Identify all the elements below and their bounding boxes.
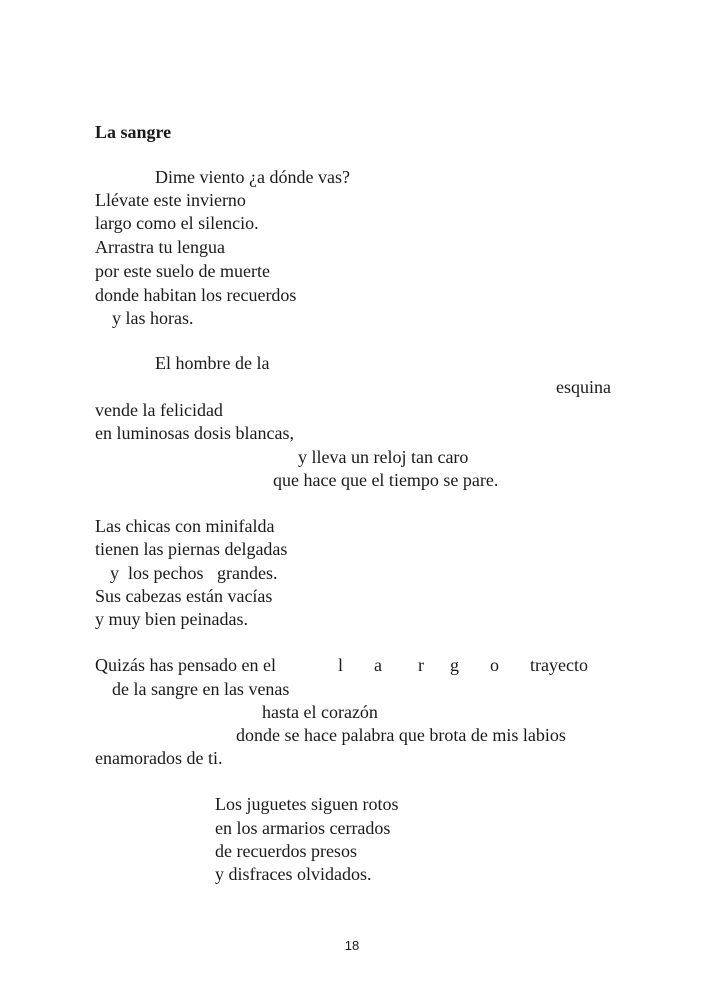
poem-line: y muy bien peinadas. — [95, 609, 248, 629]
poem-line: El hombre de la — [155, 353, 270, 373]
poem-line: donde habitan los recuerdos — [95, 285, 297, 305]
poem-line: y disfraces olvidados. — [215, 864, 372, 884]
poem-line: de recuerdos presos — [215, 841, 357, 861]
spaced-letter: o — [490, 655, 499, 675]
poem-line: y los pechos grandes. — [110, 563, 278, 583]
poem-line: y las horas. — [112, 308, 194, 328]
poem-line: Quizás has pensado en el — [95, 655, 276, 675]
poem-line: de la sangre en las venas — [112, 679, 290, 699]
poem-line: Las chicas con minifalda — [95, 516, 275, 536]
poem-line: que hace que el tiempo se pare. — [273, 470, 499, 490]
poem-line: en luminosas dosis blancas, — [95, 423, 294, 443]
poem-line: donde se hace palabra que brota de mis labios — [236, 725, 566, 745]
poem-line: Dime viento ¿a dónde vas? — [155, 167, 350, 187]
poem-line: y lleva un reloj tan caro — [298, 447, 469, 467]
poem-line: vende la felicidad — [95, 400, 223, 420]
spaced-letter: a — [374, 655, 382, 675]
poem-line: tienen las piernas delgadas — [95, 539, 288, 559]
spaced-letter: g — [450, 655, 459, 675]
poem-line: Los juguetes siguen rotos — [215, 794, 399, 814]
spaced-letter: r — [418, 655, 424, 675]
poem-line: Arrastra tu lengua — [95, 237, 225, 257]
poem-line: esquina — [556, 377, 611, 397]
spaced-letter: l — [338, 655, 344, 675]
poem-line: Llévate este invierno — [95, 190, 246, 210]
poem-line: Sus cabezas están vacías — [95, 586, 273, 606]
poem-line: por este suelo de muerte — [95, 261, 270, 281]
poem-line: enamorados de ti. — [95, 748, 223, 768]
poem-line: hasta el corazón — [262, 702, 378, 722]
poem-title: La sangre — [95, 122, 172, 142]
page-number: 18 — [344, 938, 360, 953]
poem-line: en los armarios cerrados — [215, 818, 391, 838]
poem-line: trayecto — [530, 655, 588, 675]
poem-line: largo como el silencio. — [95, 213, 259, 233]
